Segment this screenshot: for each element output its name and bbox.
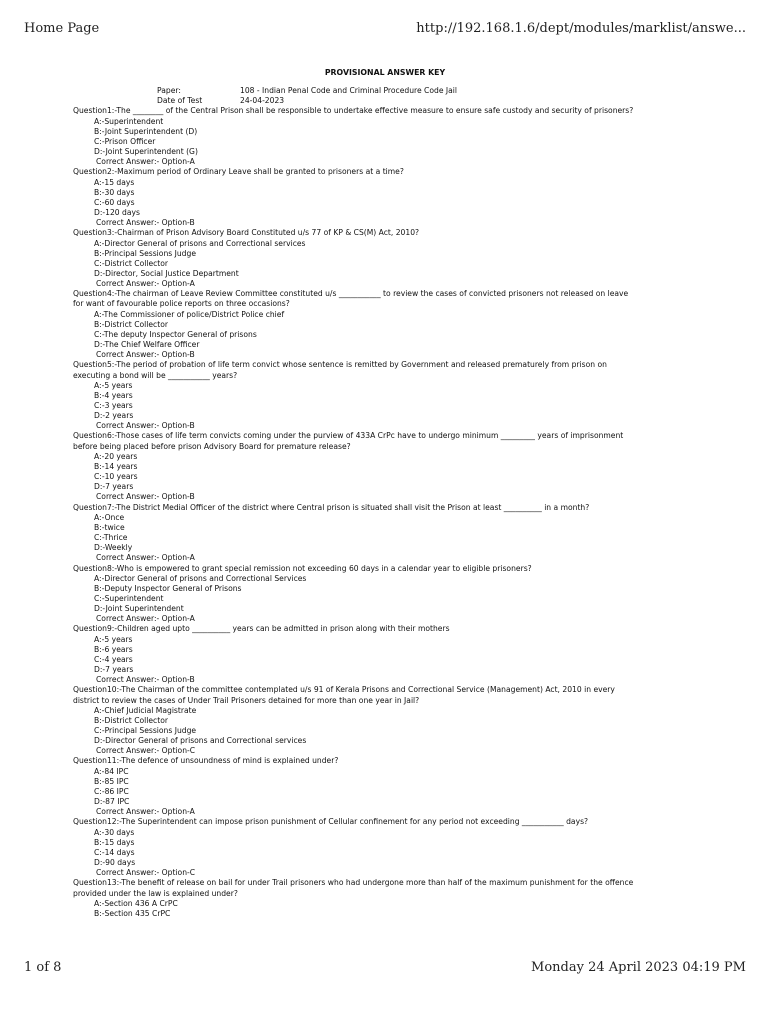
answer-option: C:-Principal Sessions Judge xyxy=(94,726,197,735)
answer-option: A:-The Commissioner of police/District Police chief xyxy=(94,309,285,319)
question-text: Question3:-Chairman of Prison Advisory Board Constituted u/s 77 of KP & CS(M) Act, 2010? xyxy=(73,228,420,238)
question-block xyxy=(73,756,693,817)
date-label: Date of Test xyxy=(157,96,203,106)
answer-option: D:-The Chief Welfare Officer xyxy=(94,340,200,350)
answer-option: B:-Joint Superintendent (D) xyxy=(94,126,198,136)
answer-option: D:-Joint Superintendent xyxy=(94,604,184,614)
answer-option: C:-Superintendent xyxy=(94,593,164,603)
answer-option: B:-15 days xyxy=(94,837,135,847)
correct-answer: Correct Answer:- Option-C xyxy=(96,868,196,878)
answer-option: A:-Section 436 A CrPC xyxy=(94,898,178,908)
answer-option: D:-Director General of prisons and Correctional services xyxy=(94,736,307,746)
answer-option: B:-30 days xyxy=(94,187,135,197)
question-text: provided under the law is explained under? xyxy=(73,888,238,898)
answer-option: C:-Prison Officer xyxy=(94,136,156,146)
question-text: Question12:-The Superintendent can impose prison punishment of Cellular confinement for any period not exceeding ___________ days? xyxy=(73,817,589,827)
question-block xyxy=(73,167,693,228)
correct-answer: Correct Answer:- Option-B xyxy=(96,675,195,685)
answer-option: C:-86 IPC xyxy=(94,786,129,796)
answer-option: C:-The deputy Inspector General of prisons xyxy=(94,329,257,339)
answer-option: D:-Joint Superintendent (G) xyxy=(94,147,198,157)
question-block xyxy=(73,360,693,431)
answer-option: D:-Weekly xyxy=(94,543,133,553)
question-text: Question6:-Those cases of life term convicts coming under the purview of 433A CrPc have to undergo minimum _________ years of imprisonment xyxy=(73,431,624,441)
answer-option: D:-120 days xyxy=(94,208,140,218)
answer-option: B:-4 years xyxy=(94,390,133,400)
answer-option: A:-20 years xyxy=(94,451,138,461)
answer-option: A:-Once xyxy=(94,512,125,522)
question-block xyxy=(73,624,693,685)
header-home-page: Home Page xyxy=(24,21,100,36)
question-text: Question5:-The period of probation of life term convict whose sentence is remitted by Government and released prematurely from prison on xyxy=(73,360,607,370)
correct-answer: Correct Answer:- Option-A xyxy=(96,279,195,289)
questions-list xyxy=(73,106,693,919)
question-text: Question1:-The ________ of the Central Prison shall be responsible to undertake effective measure to ensure safe custody and security of prisoners? xyxy=(73,106,634,116)
answer-option: A:-Superintendent xyxy=(94,116,164,126)
correct-answer: Correct Answer:- Option-C xyxy=(96,746,196,756)
answer-option: C:-District Collector xyxy=(94,258,169,268)
answer-option: A:-5 years xyxy=(94,634,133,644)
answer-option: D:-Director, Social Justice Department xyxy=(94,268,239,278)
answer-option: B:-Principal Sessions Judge xyxy=(94,248,196,258)
question-block xyxy=(73,564,693,625)
paper-row xyxy=(73,86,693,96)
answer-option: A:-Director General of prisons and Correctional services xyxy=(94,238,306,248)
answer-option: B:-District Collector xyxy=(94,319,168,329)
document-title: PROVISIONAL ANSWER KEY xyxy=(324,68,446,77)
footer-page-count: 1 of 8 xyxy=(24,960,62,975)
answer-option: D:-7 years xyxy=(94,665,134,675)
answer-option: C:-4 years xyxy=(94,654,133,664)
question-text: Question11:-The defence of unsoundness of mind is explained under? xyxy=(73,756,339,766)
answer-key-document xyxy=(73,68,693,919)
answer-option: A:-30 days xyxy=(94,827,135,837)
question-block xyxy=(73,106,693,167)
correct-answer: Correct Answer:- Option-A xyxy=(96,157,195,167)
answer-option: C:-14 days xyxy=(94,847,135,857)
answer-option: C:-Thrice xyxy=(94,533,128,543)
answer-option: A:-Chief Judicial Magistrate xyxy=(94,705,197,715)
correct-answer: Correct Answer:- Option-B xyxy=(96,492,195,502)
answer-option: A:-84 IPC xyxy=(94,766,129,776)
question-block xyxy=(73,289,693,360)
question-block xyxy=(73,228,693,289)
answer-option: B:-Section 435 CrPC xyxy=(94,908,171,918)
answer-option: A:-5 years xyxy=(94,380,133,390)
paper-label: Paper: xyxy=(157,86,181,96)
question-text: Question8:-Who is empowered to grant special remission not exceeding 60 days in a calendar year to eligible prisoners? xyxy=(73,563,532,573)
answer-option: D:-7 years xyxy=(94,482,134,492)
paper-value: 108 - Indian Penal Code and Criminal Procedure Code Jail xyxy=(240,86,458,96)
question-text: executing a bond will be ___________ years? xyxy=(73,370,238,380)
question-block xyxy=(73,431,693,502)
answer-option: A:-Director General of prisons and Correctional Services xyxy=(94,573,307,583)
question-text: Question10:-The Chairman of the committee contemplated u/s 91 of Kerala Prisons and Correctional Service (Management) Act, 2010 in every xyxy=(73,685,615,695)
correct-answer: Correct Answer:- Option-A xyxy=(96,807,195,817)
correct-answer: Correct Answer:- Option-A xyxy=(96,614,195,624)
answer-option: B:-twice xyxy=(94,522,125,532)
question-block xyxy=(73,685,693,756)
question-block xyxy=(73,817,693,878)
correct-answer: Correct Answer:- Option-A xyxy=(96,553,195,563)
answer-option: A:-15 days xyxy=(94,177,135,187)
header-url: http://192.168.1.6/dept/modules/marklist/answe... xyxy=(416,21,746,36)
correct-answer: Correct Answer:- Option-B xyxy=(96,421,195,431)
question-text: Question13:-The benefit of release on bail for under Trail prisoners who had undergone more than half of the maximum punishment for the offence xyxy=(73,878,634,888)
date-row xyxy=(73,96,693,106)
question-text: Question9:-Children aged upto __________ years can be admitted in prison along with their mothers xyxy=(73,624,450,634)
question-text: Question2:-Maximum period of Ordinary Leave shall be granted to prisoners at a time? xyxy=(73,167,404,177)
answer-option: C:-3 years xyxy=(94,401,133,410)
question-text: for want of favourable police reports on three occasions? xyxy=(73,299,290,309)
answer-option: B:-14 years xyxy=(94,461,138,471)
question-text: before being placed before prison Advisory Board for premature release? xyxy=(73,441,351,451)
answer-option: D:-90 days xyxy=(94,858,136,868)
answer-option: B:-District Collector xyxy=(94,715,168,725)
answer-option: D:-87 IPC xyxy=(94,797,130,807)
question-block xyxy=(73,503,693,564)
answer-option: D:-2 years xyxy=(94,411,134,421)
answer-option: C:-60 days xyxy=(94,197,135,207)
correct-answer: Correct Answer:- Option-B xyxy=(96,218,195,228)
answer-option: B:-Deputy Inspector General of Prisons xyxy=(94,583,242,593)
question-text: district to review the cases of Under Trail Prisoners detained for more than one year in Jail? xyxy=(73,695,420,705)
question-text: Question7:-The District Medial Officer of the district where Central prison is situated shall visit the Prison at least __________ in a month? xyxy=(73,502,590,512)
correct-answer: Correct Answer:- Option-B xyxy=(96,350,195,360)
answer-option: B:-85 IPC xyxy=(94,776,129,786)
date-value: 24-04-2023 xyxy=(240,96,285,106)
answer-option: B:-6 years xyxy=(94,644,133,654)
answer-option: C:-10 years xyxy=(94,472,138,482)
question-text: Question4:-The chairman of Leave Review Committee constituted u/s ___________ to review the cases of convicted prisoners not released on leave xyxy=(73,289,629,299)
question-block xyxy=(73,878,693,919)
footer-timestamp: Monday 24 April 2023 04:19 PM xyxy=(531,960,746,975)
